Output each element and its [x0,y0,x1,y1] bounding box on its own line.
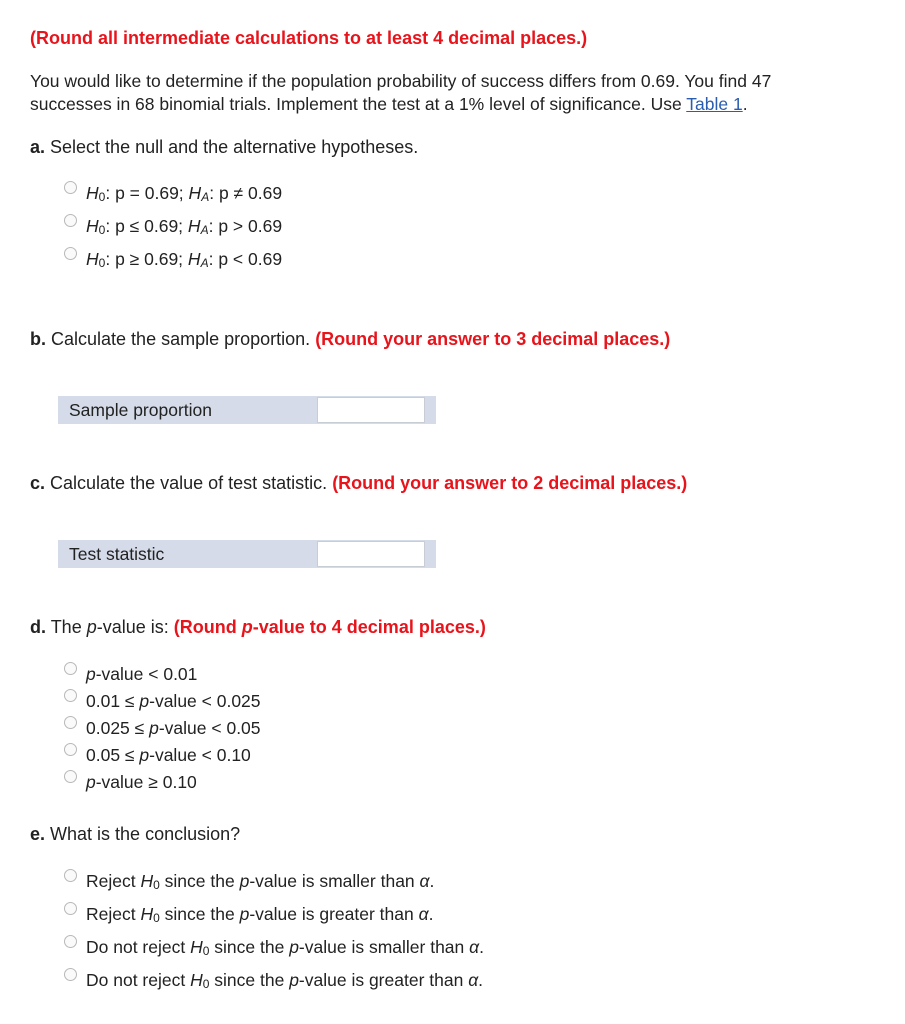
radio-button[interactable] [64,770,77,783]
problem-line-2: successes in 68 binomial trials. Implement the test at a 1% level of significance. Use Table 1. [30,94,748,114]
radio-button[interactable] [64,869,77,882]
p-value-option-4[interactable]: 0.05 ≤ p-value < 0.10 [64,742,251,768]
hypothesis-option-3[interactable]: $H_0$: p ≥ 0.69; $H_A$: p < 0.69 [64,246,282,272]
radio-button[interactable] [64,662,77,675]
sample-proportion-label: Sample proportion [69,399,212,420]
test-statistic-row [58,540,436,568]
hypothesis-option-2[interactable]: $H_0$: p ≤ 0.69; $H_A$: p > 0.69 [64,213,282,239]
radio-button[interactable] [64,902,77,915]
p-value-option-2[interactable]: 0.01 ≤ p-value < 0.025 [64,688,261,714]
conclusion-option-1[interactable]: Reject $H_0$ since the p-value is smaller than α. [64,868,434,894]
radio-button[interactable] [64,743,77,756]
conclusion-option-2[interactable]: Reject $H_0$ since the p-value is greater than α. [64,901,433,927]
radio-button[interactable] [64,247,77,260]
question-c: c. Calculate the value of test statistic. (Round your answer to 2 decimal places.) [30,473,688,493]
hypothesis-option-1[interactable]: $H_0$: p = 0.69; $H_A$: p ≠ 0.69 [64,180,282,206]
test-statistic-input[interactable] [317,541,425,567]
sample-proportion-row [58,396,436,424]
question-b: b. Calculate the sample proportion. (Round your answer to 3 decimal places.) [30,329,671,349]
radio-button[interactable] [64,716,77,729]
table-1-link[interactable]: Table 1 [686,94,743,114]
radio-button[interactable] [64,689,77,702]
question-a: a. Select the null and the alternative hypotheses. [30,137,419,157]
p-value-option-1[interactable]: p-value < 0.01 [64,661,197,687]
radio-button[interactable] [64,181,77,194]
conclusion-option-4[interactable]: Do not reject $H_0$ since the p-value is greater than α. [64,967,483,993]
radio-button[interactable] [64,935,77,948]
conclusion-option-3[interactable]: Do not reject $H_0$ since the p-value is smaller than α. [64,934,484,960]
question-e: e. What is the conclusion? [30,824,241,844]
p-value-option-3[interactable]: 0.025 ≤ p-value < 0.05 [64,715,261,741]
sample-proportion-input[interactable] [317,397,425,423]
radio-button[interactable] [64,214,77,227]
problem-line-1: You would like to determine if the population probability of success differs from 0.69. You find 47 [30,71,772,91]
problem-statement [30,70,771,116]
question-d: d. The p-value is: (Round p-value to 4 decimal places.) [30,617,486,637]
test-statistic-label: Test statistic [69,543,165,564]
p-value-option-5[interactable]: p-value ≥ 0.10 [64,769,197,795]
rounding-instruction: (Round all intermediate calculations to at least 4 decimal places.) [30,28,588,48]
radio-button[interactable] [64,968,77,981]
